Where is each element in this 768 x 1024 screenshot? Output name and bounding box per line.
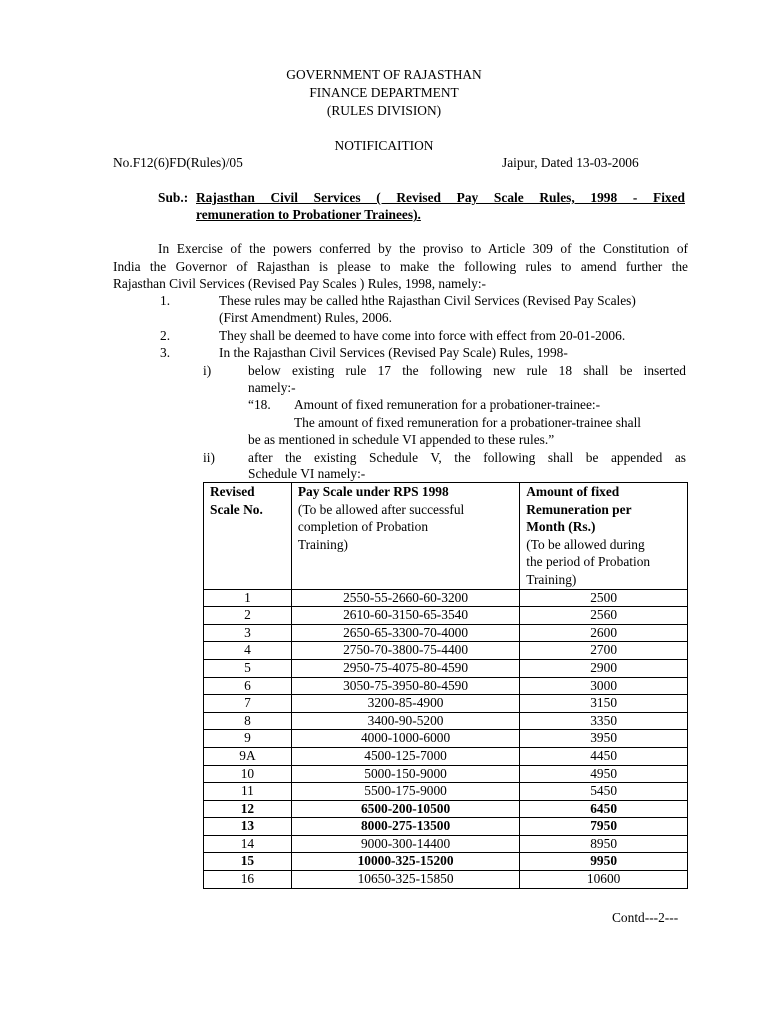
header-department: FINANCE DEPARTMENT xyxy=(309,85,459,100)
pay-scale-cell: 8000-275-13500 xyxy=(291,818,519,836)
pay-scale-cell: 10000-325-15200 xyxy=(291,853,519,871)
scale-number-cell: 7 xyxy=(204,695,292,713)
scale-number-cell: 9 xyxy=(204,730,292,748)
amount-cell: 8950 xyxy=(520,835,688,853)
col3-title-c: Month (Rs.) xyxy=(526,519,596,535)
table-row xyxy=(204,589,688,607)
col1-title-b: Scale No. xyxy=(210,501,263,517)
table-row xyxy=(204,835,688,853)
scale-number-cell: 16 xyxy=(204,871,292,889)
table-row xyxy=(204,677,688,695)
table-row xyxy=(204,730,688,748)
col2-note-a: (To be allowed after successful xyxy=(297,501,465,517)
col3-note-c: Training) xyxy=(526,571,577,587)
col-amount-header xyxy=(520,483,688,590)
col3-note-b: the period of Probation xyxy=(526,554,651,570)
scale-number-cell: 2 xyxy=(204,607,292,625)
table-row xyxy=(204,695,688,713)
scale-number-cell: 11 xyxy=(204,783,292,801)
table-row xyxy=(204,783,688,801)
schedule-vi-table xyxy=(203,482,688,889)
amount-cell: 4950 xyxy=(520,765,688,783)
rule-1-number: 1. xyxy=(160,293,171,308)
amount-cell: 4450 xyxy=(520,747,688,765)
table-row xyxy=(204,607,688,625)
table-row xyxy=(204,800,688,818)
scale-number-cell: 15 xyxy=(204,853,292,871)
col-revised-scale-header xyxy=(204,483,292,590)
pay-scale-cell: 4500-125-7000 xyxy=(291,747,519,765)
pay-scale-cell: 5500-175-9000 xyxy=(291,783,519,801)
col3-title-b: Remuneration per xyxy=(526,501,632,517)
scale-number-cell: 9A xyxy=(204,747,292,765)
pay-scale-cell: 2750-70-3800-75-4400 xyxy=(291,642,519,660)
pay-scale-cell: 9000-300-14400 xyxy=(291,835,519,853)
scale-number-cell: 4 xyxy=(204,642,292,660)
rule-2-line-1: They shall be deemed to have come into force with effect from 20-01-2006. xyxy=(219,328,626,343)
rule-3-number: 3. xyxy=(160,345,171,360)
intro-line-1: In Exercise of the powers conferred by the proviso to Article 309 of the Constitution of xyxy=(158,241,688,256)
col3-title-a: Amount of fixed xyxy=(526,484,620,499)
col2-title: Pay Scale under RPS 1998 xyxy=(297,484,449,499)
pay-scale-cell: 3050-75-3950-80-4590 xyxy=(291,677,519,695)
amount-cell: 6450 xyxy=(520,800,688,818)
rule-1-line-2: (First Amendment) Rules, 2006. xyxy=(219,310,392,325)
scale-number-cell: 1 xyxy=(204,589,292,607)
amount-cell: 2560 xyxy=(520,607,688,625)
clause-ii-number: ii) xyxy=(203,450,215,465)
subject-line-1: Rajasthan Civil Services ( Revised Pay Scale Rules, 1998 - Fixed xyxy=(196,190,685,205)
subject-line-2: remuneration to Probationer Trainees). xyxy=(196,207,421,222)
notification-place-date: Jaipur, Dated 13-03-2006 xyxy=(502,155,639,170)
scale-number-cell: 3 xyxy=(204,624,292,642)
pay-scale-cell: 3200-85-4900 xyxy=(291,695,519,713)
pay-scale-cell: 6500-200-10500 xyxy=(291,800,519,818)
pay-scale-cell: 2550-55-2660-60-3200 xyxy=(291,589,519,607)
scale-number-cell: 12 xyxy=(204,800,292,818)
table-row xyxy=(204,624,688,642)
notification-number: No.F12(6)FD(Rules)/05 xyxy=(113,155,243,170)
amount-cell: 3150 xyxy=(520,695,688,713)
pay-scale-cell: 2950-75-4075-80-4590 xyxy=(291,659,519,677)
clause-ii-line-1: after the existing Schedule V, the following shall be appended as xyxy=(248,450,686,465)
table-row xyxy=(204,642,688,660)
scale-number-cell: 10 xyxy=(204,765,292,783)
clause-i-rule-title: Amount of fixed remuneration for a probationer-trainee:- xyxy=(294,397,601,412)
amount-cell: 2500 xyxy=(520,589,688,607)
intro-line-2: India the Governor of Rajasthan is please to make the following rules to amend further the xyxy=(113,259,688,274)
continued-note: Contd---2--- xyxy=(612,910,679,925)
col-pay-scale-header xyxy=(291,483,519,590)
amount-cell: 2900 xyxy=(520,659,688,677)
scale-number-cell: 14 xyxy=(204,835,292,853)
col2-note-c: Training) xyxy=(297,536,348,552)
pay-scale-cell: 2610-60-3150-65-3540 xyxy=(291,607,519,625)
pay-scale-cell: 10650-325-15850 xyxy=(291,871,519,889)
amount-cell: 3950 xyxy=(520,730,688,748)
table-row xyxy=(204,659,688,677)
clause-i-rule-number: “18. xyxy=(248,397,271,412)
table-row xyxy=(204,765,688,783)
pay-scale-cell: 5000-150-9000 xyxy=(291,765,519,783)
pay-scale-cell: 2650-65-3300-70-4000 xyxy=(291,624,519,642)
clause-i-line-2: namely:- xyxy=(248,380,296,395)
rule-3-line-1: In the Rajasthan Civil Services (Revised Pay Scale) Rules, 1998- xyxy=(219,345,568,360)
clause-i-line-3: The amount of fixed remuneration for a probationer-trainee shall xyxy=(294,415,642,430)
table-row xyxy=(204,818,688,836)
pay-scale-cell: 4000-1000-6000 xyxy=(291,730,519,748)
table-row xyxy=(204,871,688,889)
col2-note-b: completion of Probation xyxy=(297,519,429,535)
table-header-row xyxy=(204,483,688,590)
amount-cell: 2600 xyxy=(520,624,688,642)
subject-label: Sub.: xyxy=(158,190,189,205)
scale-number-cell: 8 xyxy=(204,712,292,730)
header-government: GOVERNMENT OF RAJASTHAN xyxy=(286,67,482,82)
amount-cell: 3000 xyxy=(520,677,688,695)
clause-i-line-4: be as mentioned in schedule VI appended to these rules.” xyxy=(248,432,555,447)
rule-2-number: 2. xyxy=(160,328,171,343)
table-row xyxy=(204,712,688,730)
clause-i-line-1: below existing rule 17 the following new rule 18 shall be inserted xyxy=(248,363,686,378)
scale-number-cell: 6 xyxy=(204,677,292,695)
notification-title: NOTIFICAITION xyxy=(334,138,434,153)
clause-i-number: i) xyxy=(203,363,212,378)
amount-cell: 3350 xyxy=(520,712,688,730)
amount-cell: 9950 xyxy=(520,853,688,871)
scale-number-cell: 5 xyxy=(204,659,292,677)
amount-cell: 2700 xyxy=(520,642,688,660)
amount-cell: 7950 xyxy=(520,818,688,836)
intro-line-3: Rajasthan Civil Services (Revised Pay Scales ) Rules, 1998, namely:- xyxy=(113,276,487,291)
col3-note-a: (To be allowed during xyxy=(526,536,645,552)
amount-cell: 10600 xyxy=(520,871,688,889)
header-division: (RULES DIVISION) xyxy=(326,103,442,118)
pay-scale-cell: 3400-90-5200 xyxy=(291,712,519,730)
rule-1-line-1: These rules may be called hthe Rajasthan Civil Services (Revised Pay Scales) xyxy=(219,293,636,308)
table-row xyxy=(204,747,688,765)
amount-cell: 5450 xyxy=(520,783,688,801)
col1-title-a: Revised xyxy=(210,484,255,499)
clause-ii-line-2: Schedule VI namely:- xyxy=(248,466,366,481)
table-row xyxy=(204,853,688,871)
scale-number-cell: 13 xyxy=(204,818,292,836)
table-body xyxy=(204,589,688,888)
